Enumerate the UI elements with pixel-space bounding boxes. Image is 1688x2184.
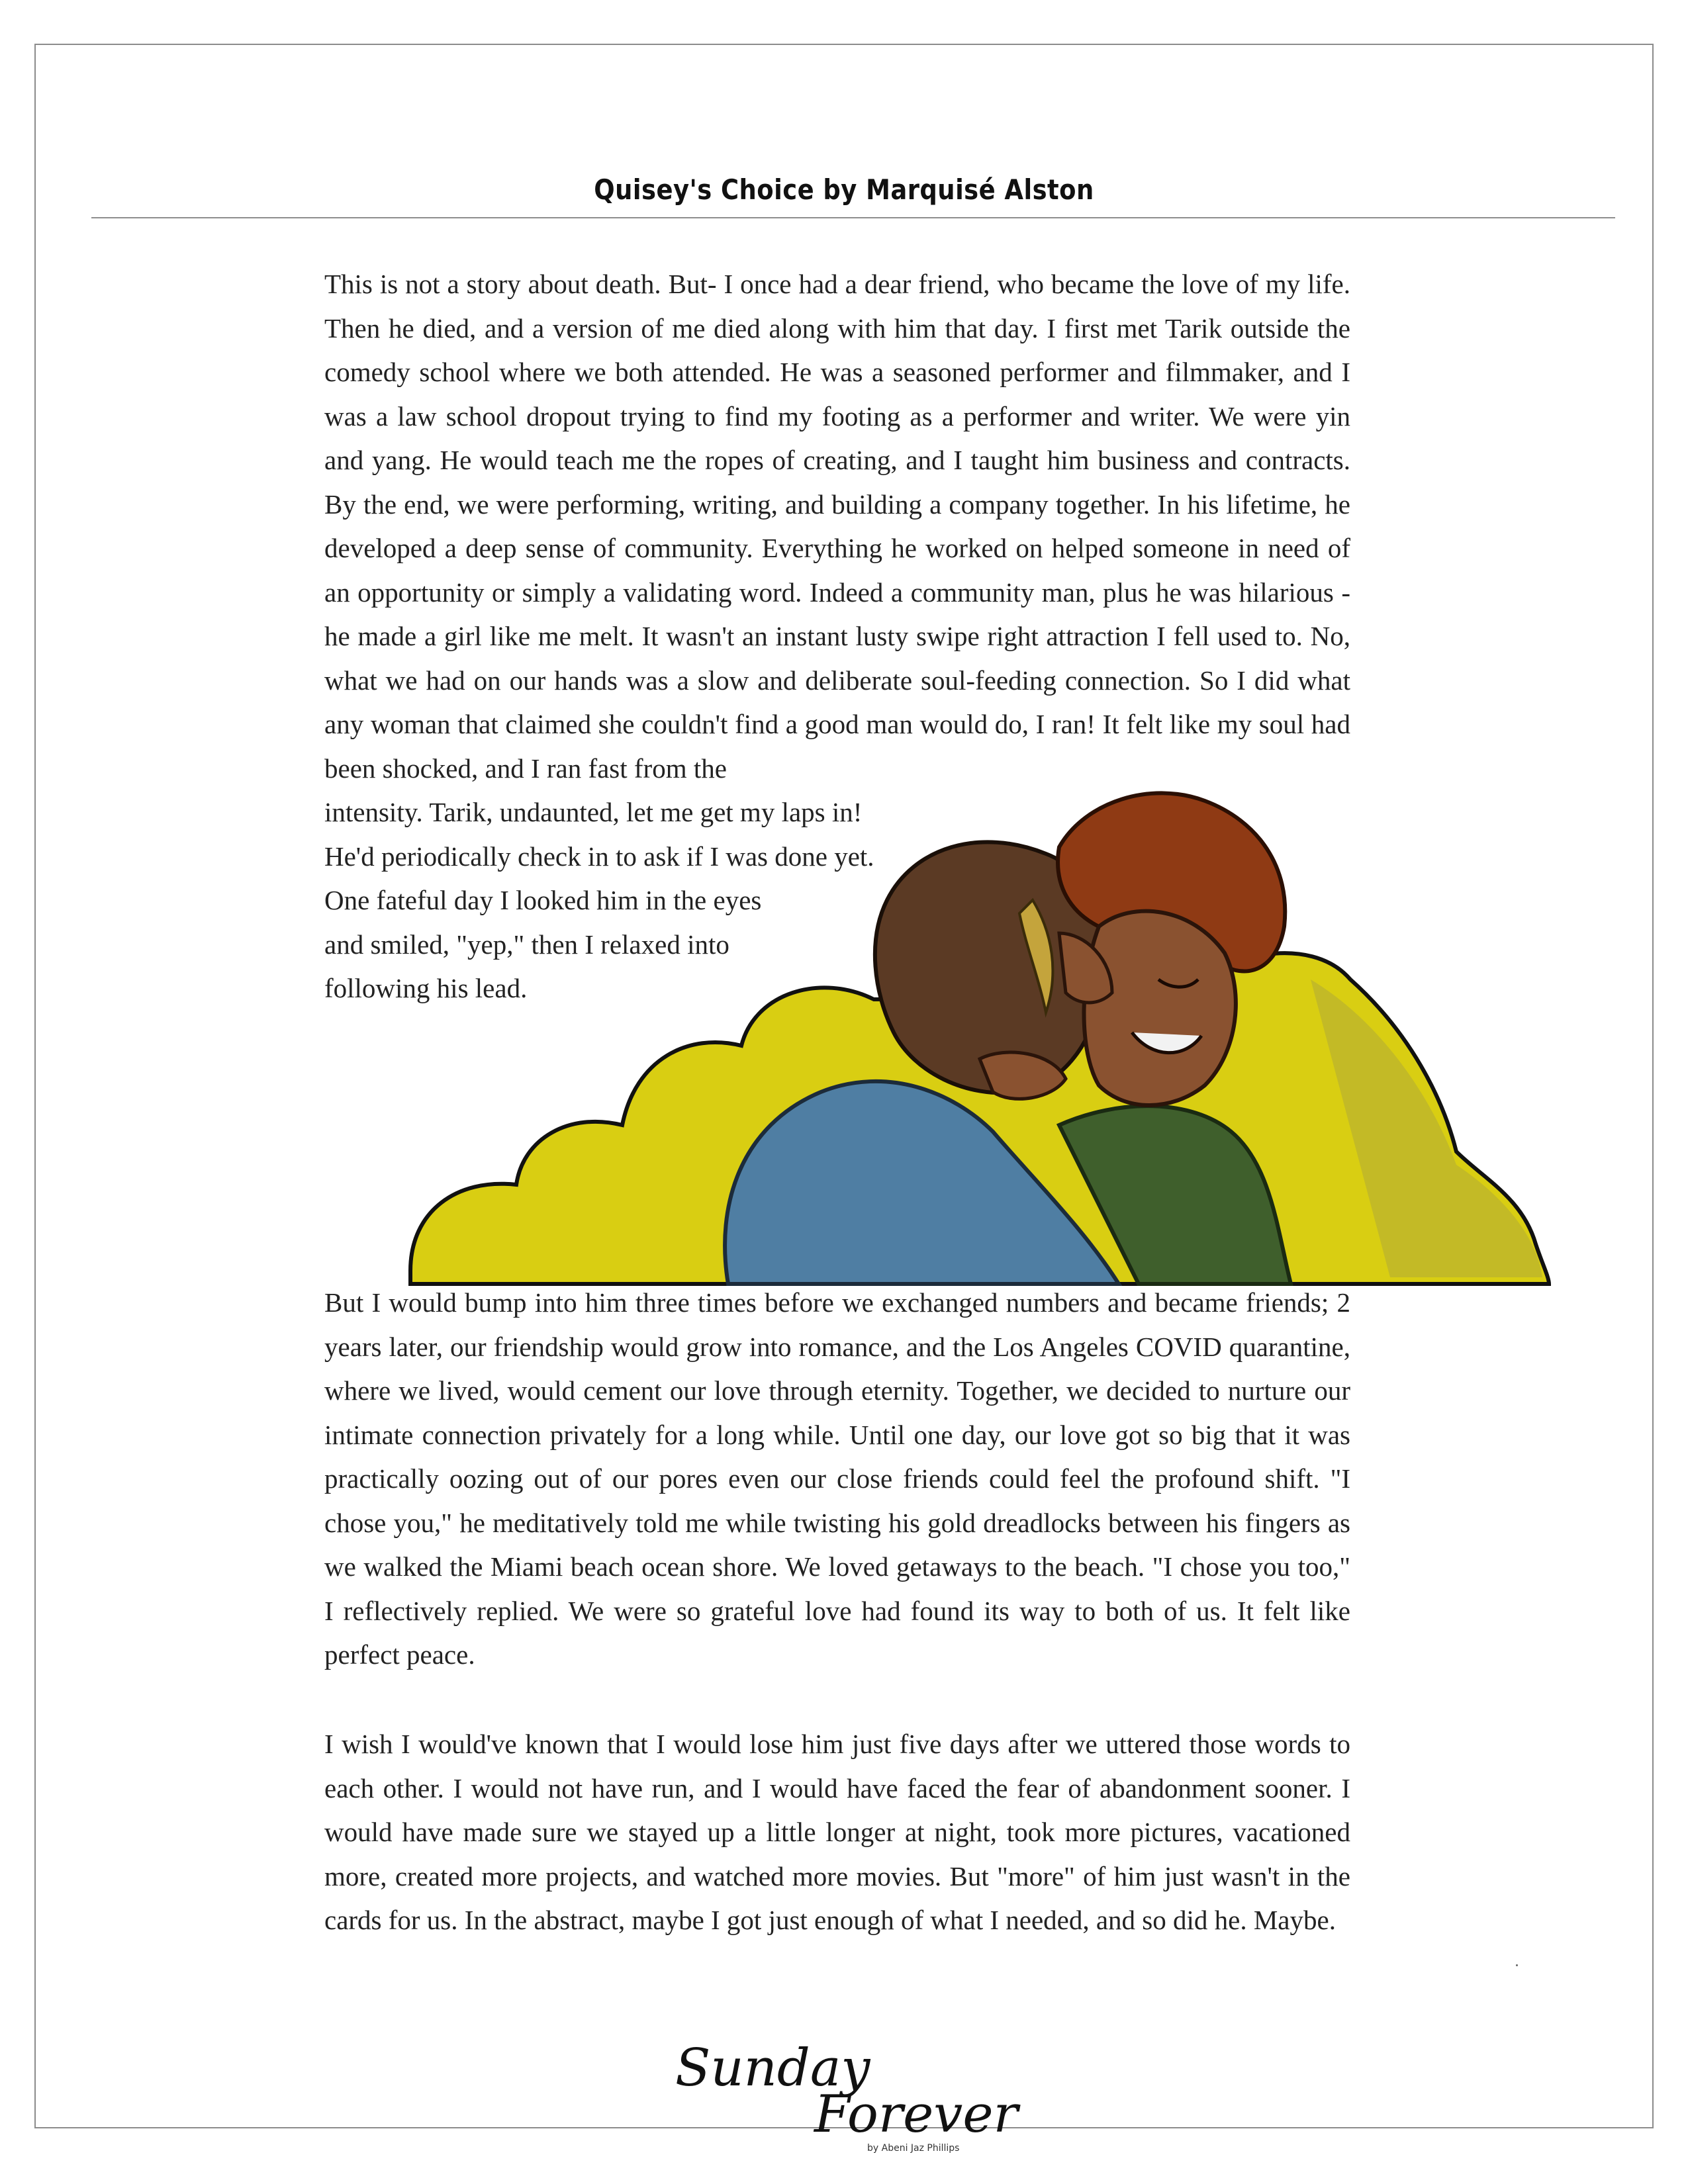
woman-face xyxy=(1084,911,1236,1105)
wrapped-line: He'd periodically check in to ask if I was done yet. xyxy=(324,841,874,872)
story-title: Quisey's Choice by Marquisé Alston xyxy=(594,173,1094,206)
wrapped-line: following his lead. xyxy=(324,973,528,1003)
wrapped-line: and smiled, "yep," then I relaxed into xyxy=(324,929,729,960)
sunday-forever-logo xyxy=(669,2038,1026,2164)
logo-byline: by Abeni Jaz Phillips xyxy=(867,2143,960,2154)
wrapped-line: intensity. Tarik, undaunted, let me get my laps in! xyxy=(324,797,863,827)
paragraph-3: I wish I would've known that I would lose him just five days after we uttered those words to each other. I would not have run, and I would have faced the fear of abandonment sooner. I would have made sure we stayed up a little longer at night, took more pictures, vacationed more, created more projects, and watched more movies. But "more" of him just wasn't in the cards for us. In the abstract, maybe I got just enough of what I needed, and so did he. Maybe. xyxy=(324,1729,1350,1935)
logo-word-forever: Forever xyxy=(814,2085,1018,2144)
stray-mark xyxy=(1516,1964,1518,1966)
paragraph-1: This is not a story about death. But- I once had a dear friend, who became the love of my life. Then he died, and a version of me died along with him that day. I first met Tarik outside the comedy school where we both attended. He was a seasoned performer and filmmaker, and I was a law school dropout trying to find my footing as a performer and writer. We were yin and yang. He would teach me the ropes of creating, and I taught him business and contracts. By the end, we were performing, writing, and building a company together. In his lifetime, he developed a deep sense of community. Everything he worked on helped someone in need of an opportunity or simply a validating word. Indeed a community man, plus he was hilarious - he made a girl like me melt. It wasn't an instant lusty swipe right attraction I fell used to. No, what we had on our hands was a slow and deliberate soul-feeding connection. So I did what any woman that claimed she couldn't find a good man would do, I ran! It felt like my soul had been shocked, and I ran fast from the xyxy=(324,269,1350,784)
logo-word-sunday: Sunday xyxy=(675,2038,870,2098)
title-divider xyxy=(91,217,1615,218)
embracing-couple-illustration xyxy=(397,781,1582,1297)
paragraph-2: But I would bump into him three times before we exchanged numbers and became friends; 2 years later, our friendship would grow into romance, and the Los Angeles COVID quarantine, where we lived, would cement our love through eternity. Together, we decided to nurture our intimate connection privately for a long while. Until one day, our love got so big that it was practically oozing out of our pores even our close friends could feel the profound shift. "I chose you," he meditatively told me while twisting his gold dreadlocks between his fingers as we walked the Miami beach ocean shore. We loved getaways to the beach. "I chose you too," I reflectively replied. We were so grateful love had found its way to both of us. It felt like perfect peace. xyxy=(324,1287,1350,1670)
wrapped-line: One fateful day I looked him in the eyes xyxy=(324,885,762,915)
